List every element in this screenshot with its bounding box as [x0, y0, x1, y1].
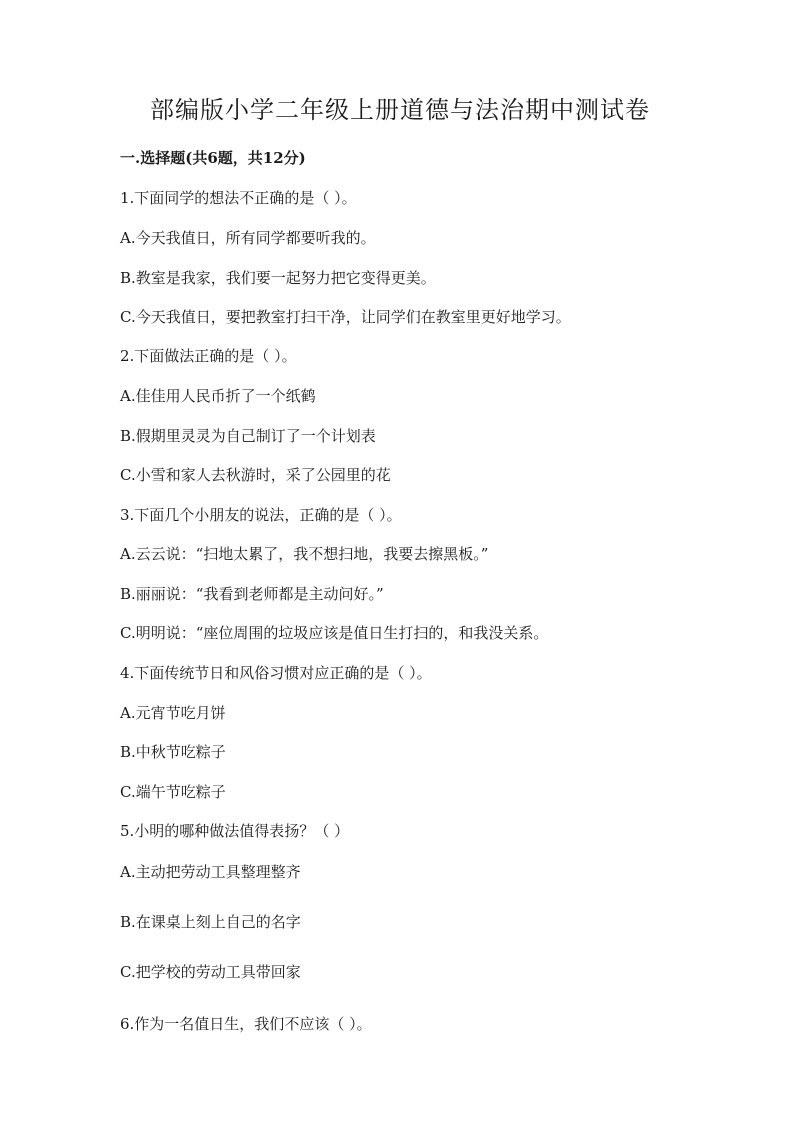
question-4-option-a: A.元宵节吃月饼: [120, 704, 226, 722]
question-5-stem: 5.小明的哪种做法值得表扬？（ ）: [120, 822, 350, 840]
question-2-option-a: A.佳佳用人民币折了一个纸鹤: [120, 387, 316, 405]
question-2-stem: 2.下面做法正确的是（ ）。: [120, 347, 297, 365]
section-heading: 一.选择题(共6题，共12分): [120, 149, 306, 167]
page-title: 部编版小学二年级上册道德与法治期中测试卷: [150, 96, 650, 124]
question-6-stem: 6.作为一名值日生，我们不应该（ ）。: [120, 1015, 372, 1033]
question-1-stem: 1.下面同学的想法不正确的是（ ）。: [120, 189, 357, 207]
question-4-option-c: C.端午节吃粽子: [120, 783, 226, 801]
question-2-option-c: C.小雪和家人去秋游时，采了公园里的花: [120, 466, 391, 484]
question-5-option-a: A.主动把劳动工具整理整齐: [120, 863, 301, 881]
question-5-option-c: C.把学校的劳动工具带回家: [120, 963, 301, 981]
question-1-option-c: C.今天我值日，要把教室打扫干净，让同学们在教室里更好地学习。: [120, 308, 571, 326]
question-4-option-b: B.中秋节吃粽子: [120, 743, 226, 761]
question-1-option-b: B.教室是我家，我们要一起努力把它变得更美。: [120, 269, 436, 287]
question-3-option-b: B.丽丽说：“我看到老师都是主动问好。”: [120, 585, 384, 603]
question-5-option-b: B.在课桌上刻上自己的名字: [120, 913, 301, 931]
question-1-option-a: A.今天我值日，所有同学都要听我的。: [120, 229, 376, 247]
question-3-stem: 3.下面几个小朋友的说法，正确的是（ ）。: [120, 506, 402, 524]
question-4-stem: 4.下面传统节日和风俗习惯对应正确的是（ ）。: [120, 664, 432, 682]
question-3-option-c: C.明明说：“座位周围的垃圾应该是值日生打扫的，和我没关系。: [120, 624, 549, 642]
question-3-option-a: A.云云说：“扫地太累了，我不想扫地，我要去擦黑板。”: [120, 545, 489, 563]
question-2-option-b: B.假期里灵灵为自己制订了一个计划表: [120, 427, 376, 445]
